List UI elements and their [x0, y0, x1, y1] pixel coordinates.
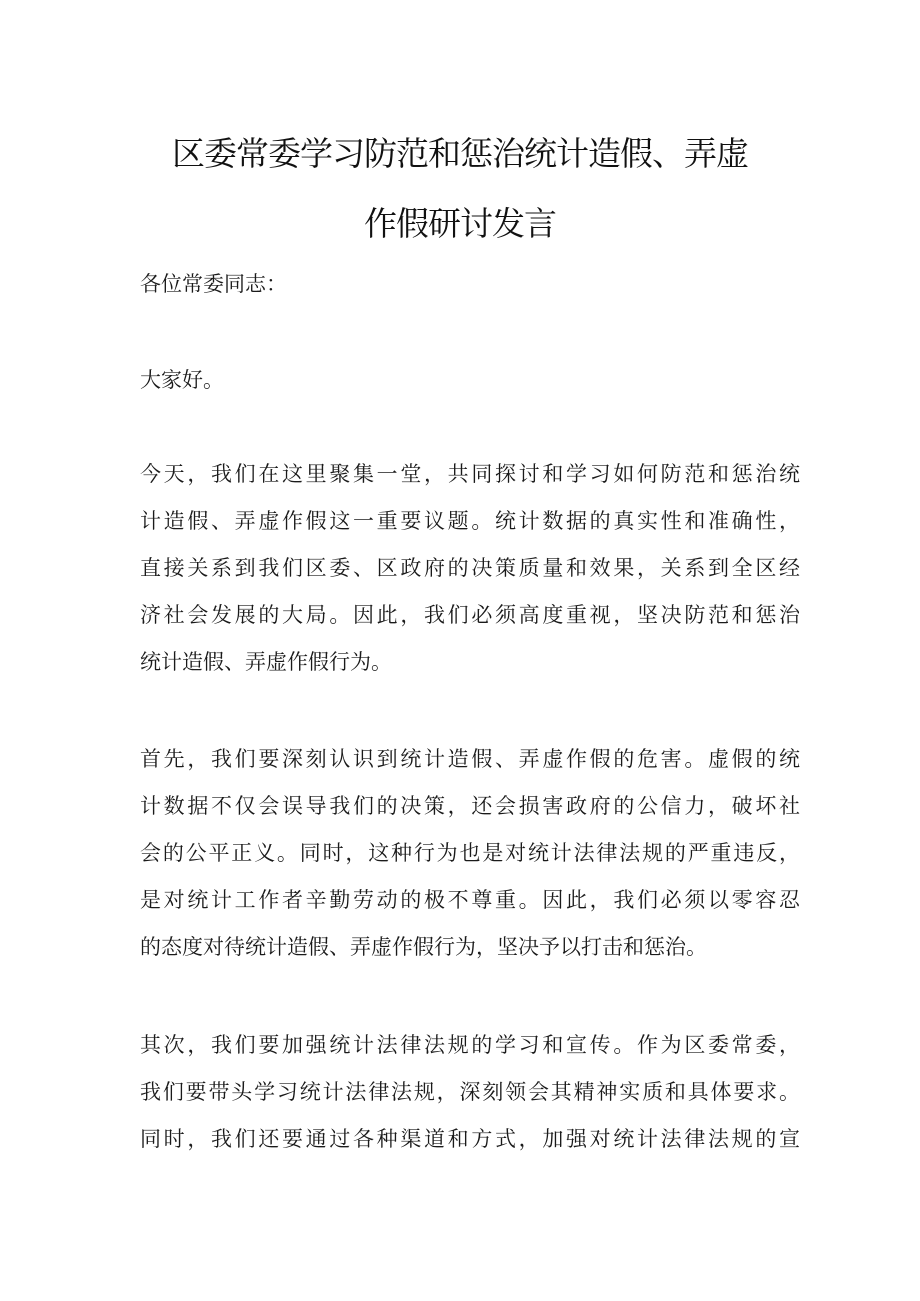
paragraph-2-line-4: 是对统计工作者辛勤劳动的极不尊重。因此，我们必须以零容忍 [140, 888, 800, 912]
paragraph-3-line-3: 同时，我们还要通过各种渠道和方式，加强对统计法律法规的宣 [140, 1127, 800, 1151]
paragraph-3-line-1: 其次，我们要加强统计法律法规的学习和宣传。作为区委常委， [140, 1033, 800, 1057]
paragraph-2-line-2: 计数据不仅会误导我们的决策，还会损害政府的公信力，破坏社 [140, 794, 800, 818]
paragraph-1-line-1: 今天，我们在这里聚集一堂，共同探讨和学习如何防范和惩治统 [140, 462, 800, 486]
paragraph-2-line-3: 会的公平正义。同时，这种行为也是对统计法律法规的严重违反， [140, 841, 800, 865]
paragraph-1-line-2: 计造假、弄虚作假这一重要议题。统计数据的真实性和准确性， [140, 509, 800, 533]
document-title-line-2: 作假研讨发言 [364, 204, 556, 243]
paragraph-1-line-5: 统计造假、弄虚作假行为。 [140, 650, 392, 674]
document-title-line-1: 区委常委学习防范和惩治统计造假、弄虚 [172, 134, 748, 173]
paragraph-3-line-2: 我们要带头学习统计法律法规，深刻领会其精神实质和具体要求。 [140, 1080, 800, 1104]
paragraph-2-line-1: 首先，我们要深刻认识到统计造假、弄虚作假的危害。虚假的统 [140, 747, 800, 771]
greeting: 大家好。 [140, 368, 224, 392]
paragraph-1-line-4: 济社会发展的大局。因此，我们必须高度重视，坚决防范和惩治 [140, 603, 800, 627]
paragraph-2-line-5: 的态度对待统计造假、弄虚作假行为，坚决予以打击和惩治。 [140, 935, 707, 959]
salutation: 各位常委同志： [140, 272, 287, 296]
paragraph-1-line-3: 直接关系到我们区委、区政府的决策质量和效果，关系到全区经 [140, 556, 800, 580]
